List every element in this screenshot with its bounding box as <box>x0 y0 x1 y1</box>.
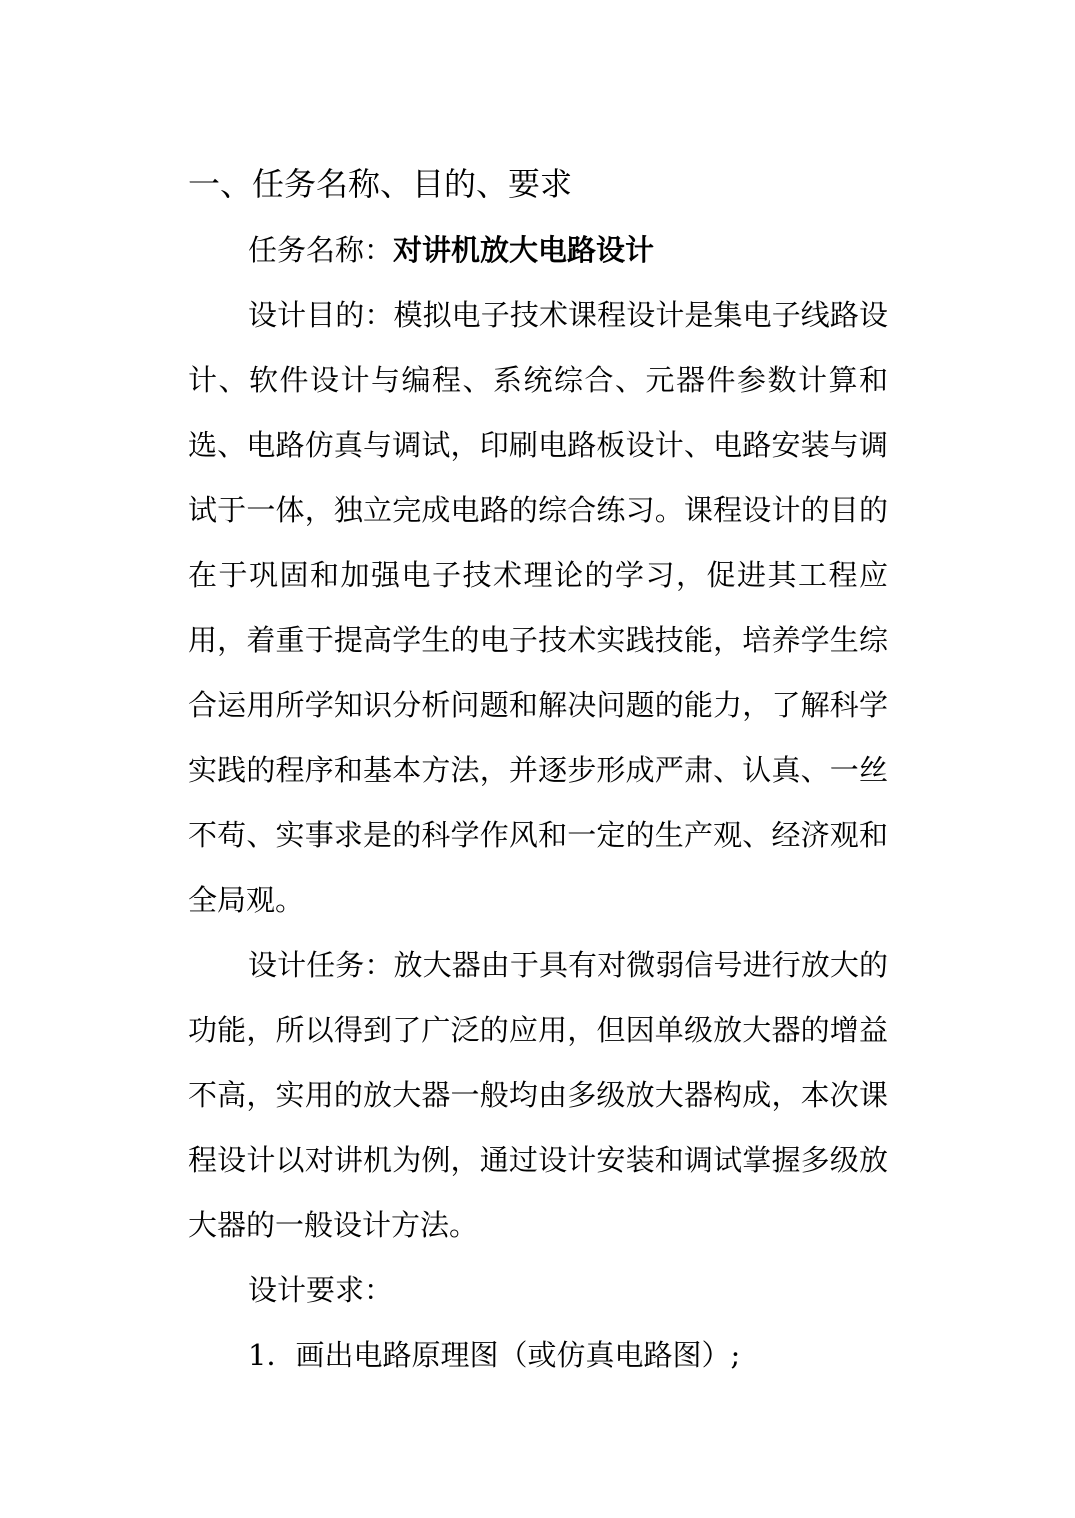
design-requirements-label: 设计要求： <box>248 1273 394 1307</box>
design-task-label: 设计任务： <box>248 948 394 982</box>
design-purpose-label: 设计目的： <box>248 298 394 332</box>
design-purpose-paragraph <box>188 283 888 933</box>
design-purpose-text: 模拟电子技术课程设计是集电子线路设计、软件设计与编程、系统综合、元器件参数计算和选、电路仿真与调试，印刷电路板设计、电路安装与调试于一体，独立完成电路的综合练习。课程设计的目的在于巩固和加强电子技术理论的学习，促进其工程应用，着重于提高学生的电子技术实践技能，培养学生综合运用所学知识分析问题和解决问题的能力，了解科学实践的程序和基本方法，并逐步形成严肃、认真、一丝不苟、实事求是的科学作风和一定的生产观、经济观和全局观。 <box>188 298 888 917</box>
design-task-paragraph <box>188 933 888 1258</box>
section-heading: 一、任务名称、目的、要求 <box>188 165 573 203</box>
requirement-item-1: 1．画出电路原理图（或仿真电路图）; <box>248 1338 741 1372</box>
task-name-paragraph <box>188 218 888 283</box>
task-name-value: 对讲机放大电路设计 <box>393 233 655 267</box>
document-body <box>188 218 888 1388</box>
design-task-text: 放大器由于具有对微弱信号进行放大的功能，所以得到了广泛的应用，但因单级放大器的增益不高，实用的放大器一般均由多级放大器构成，本次课程设计以对讲机为例，通过设计安装和调试掌握多级放大器的一般设计方法。 <box>188 948 888 1242</box>
task-name-label: 任务名称： <box>248 233 394 267</box>
